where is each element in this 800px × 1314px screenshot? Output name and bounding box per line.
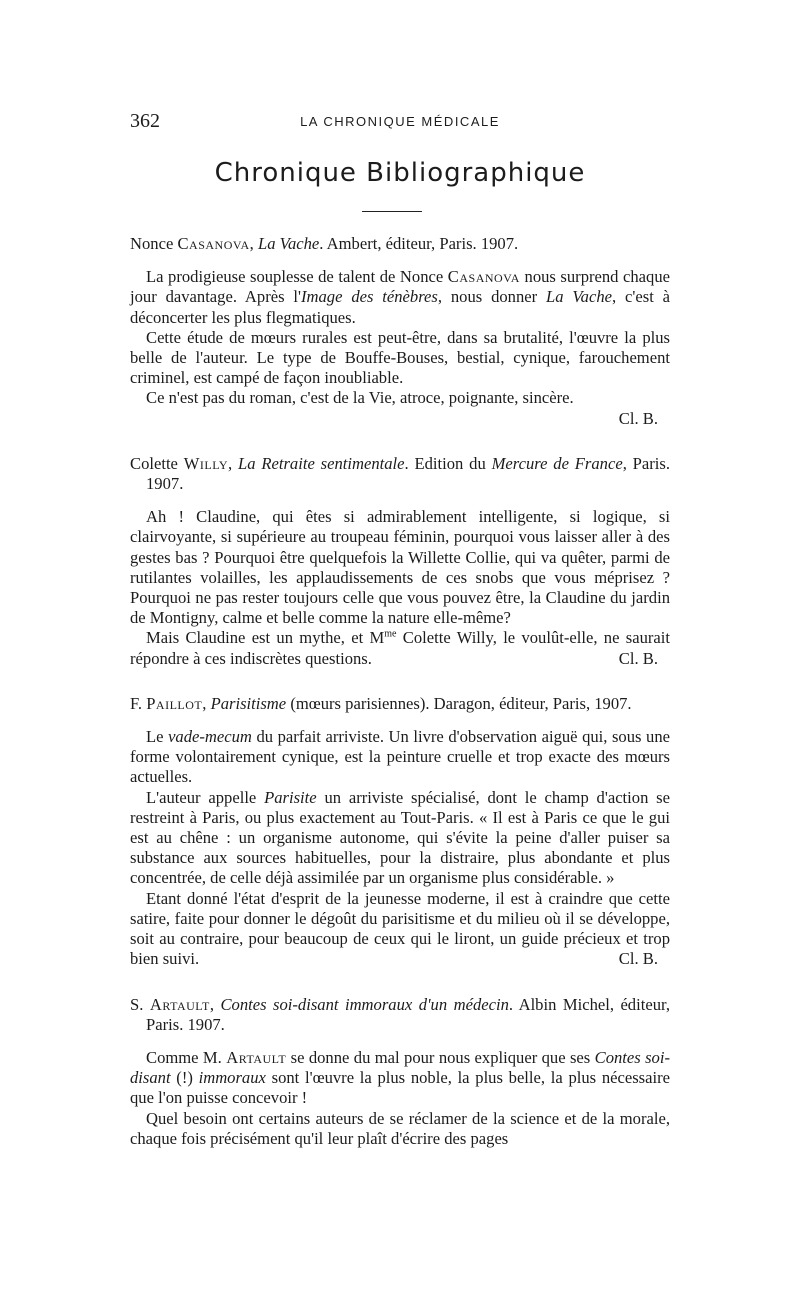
section-title: Chronique Bibliographique <box>214 158 586 188</box>
review-paragraph <box>130 267 670 328</box>
superscript: me <box>384 628 397 640</box>
text-run: Comme M. <box>146 1047 227 1067</box>
book-title: Parisitisme <box>210 693 287 713</box>
running-title: LA CHRONIQUE MÉDICALE <box>300 114 500 129</box>
italic-term: vade-mecum <box>168 727 252 747</box>
ref-separator: , <box>228 453 239 473</box>
text-run: , c'est à déconcerter les plus flegmatiques. <box>130 287 671 327</box>
ref-separator: , <box>209 994 221 1014</box>
review-entry-willy <box>130 454 670 669</box>
article-body <box>130 234 670 1174</box>
text-run: , nous donner <box>437 287 547 307</box>
reviewer-signature: Cl. B. <box>618 648 658 668</box>
review-paragraph: Ah ! Claudine, qui êtes si admirablement intelligente, si logique, si clairvoyante, si supérieure au troupeau féminin, pourquoi vous laisser aller à des gestes bas ? Pourquoi être quelquefois la Willette Collie, qui va quêter, parmi de rutilantes volailles, les applaudissements de ces snobs que vous méprisez ? Pourquoi ne pas rester toujours celle que vous pouvez être, la Claudine du jardin de Montigny, calme et belle comme la nature elle-même? <box>130 507 670 628</box>
publisher-name: Mercure de France <box>491 453 623 473</box>
author-last-name: Paillot <box>146 693 203 713</box>
review-entry-paillot <box>130 694 670 970</box>
book-title: Contes soi-disant immoraux d'un médecin <box>220 994 509 1014</box>
work-title: immoraux <box>198 1068 266 1088</box>
author-last-name: Artault <box>149 994 210 1014</box>
work-title: Image des ténèbres <box>301 287 438 307</box>
text-run: un arriviste spécialisé, dont le champ d'action se restreint à Paris, ou plus exactement au Tout-Paris. « Il est à Paris ce que le gui est au chêne : un organisme autonome, qui s'évite la peine d'aller puiser sa substance aux sources habituelles, pour la distraire, plus abondante et plus concentrée, de celle déjà assimilée par un organisme plus considérable. » <box>130 787 670 888</box>
book-reference <box>130 454 670 494</box>
review-paragraph <box>130 628 670 668</box>
author-first-name: Colette <box>130 453 184 473</box>
reviewer-signature: Cl. B. <box>618 408 658 428</box>
publication-info: . Albin Michel, éditeur, Paris. 1907. <box>146 994 670 1034</box>
italic-term: Parisite <box>264 787 317 807</box>
author-name: Casanova <box>447 267 520 287</box>
book-title: La Retraite sentimentale <box>238 453 405 473</box>
review-entry-artault <box>130 995 670 1149</box>
book-title: La Vache <box>257 234 320 253</box>
text-run: (!) <box>170 1068 199 1088</box>
text-run: du parfait arriviste. Un livre d'observation aiguë qui, sous une forme volontairement cynique, est la peinture cruelle et trop exacte des mœurs actuelles. <box>130 727 670 787</box>
review-entry-casanova <box>130 234 670 429</box>
author-first-name: F. <box>130 693 147 713</box>
author-first-name: Nonce <box>130 234 178 253</box>
text-run: Mais Claudine est un mythe, et M <box>146 628 385 648</box>
text-run: . Edition du <box>404 453 492 473</box>
author-last-name: Willy <box>183 453 229 473</box>
text-run: Etant donné l'état d'esprit de la jeunesse moderne, il est à craindre que cette satire, faite pour donner le dégoût du parisitisme et du milieu où il se développe, soit au contraire, pour beaucoup de ceux qui le liront, un guide précieux et trop bien suivi. <box>130 888 670 969</box>
text-run: Le <box>146 727 169 747</box>
review-paragraph <box>130 727 670 788</box>
text-run: La prodigieuse souplesse de talent de Nonce <box>146 267 448 287</box>
text-run: nous surprend chaque jour davantage. Après l' <box>130 267 670 307</box>
ref-separator: , <box>202 693 211 713</box>
review-paragraph: Ce n'est pas du roman, c'est de la Vie, atroce, poignante, sincère. <box>146 388 574 408</box>
publication-info: , Paris. 1907. <box>146 453 670 494</box>
page-header <box>130 110 670 134</box>
text-run: Colette Willy, le voulût-elle, ne saurait répondre à ces indiscrètes questions. <box>130 628 670 668</box>
author-name: Artault <box>226 1047 287 1067</box>
work-title: Contes soi-disant <box>130 1047 670 1088</box>
book-reference <box>130 694 670 714</box>
ref-separator: , <box>249 234 258 253</box>
review-paragraph: Quel besoin ont certains auteurs de se réclamer de la science et de la morale, chaque fois précisément qu'il leur plaît d'écrire des pages <box>130 1108 670 1148</box>
book-reference <box>130 995 670 1035</box>
title-divider <box>362 211 422 212</box>
work-title: La Vache <box>546 287 613 307</box>
publication-info: (mœurs parisiennes). Daragon, éditeur, Paris, 1907. <box>286 693 632 713</box>
book-reference <box>130 234 670 254</box>
review-paragraph <box>130 1048 670 1109</box>
review-paragraph: Cette étude de mœurs rurales est peut-être, dans sa brutalité, l'œuvre la plus belle de l'auteur. Le type de Bouffe-Bouses, bestial, cynique, farouchement criminel, est campé de façon inoubliable. <box>130 327 670 388</box>
review-paragraph <box>130 788 670 889</box>
author-last-name: Casanova <box>177 234 250 253</box>
review-paragraph <box>130 889 670 970</box>
text-run: sont l'œuvre la plus noble, la plus belle, la plus nécessaire que l'on puisse concevoir ! <box>130 1068 671 1108</box>
page-number: 362 <box>130 110 160 132</box>
author-first-name: S. <box>130 994 150 1014</box>
text-run: L'auteur appelle <box>146 787 265 807</box>
reviewer-signature: Cl. B. <box>618 949 658 969</box>
publication-info: . Ambert, éditeur, Paris. 1907. <box>319 234 519 253</box>
text-run: se donne du mal pour nous expliquer que ses <box>286 1047 595 1067</box>
